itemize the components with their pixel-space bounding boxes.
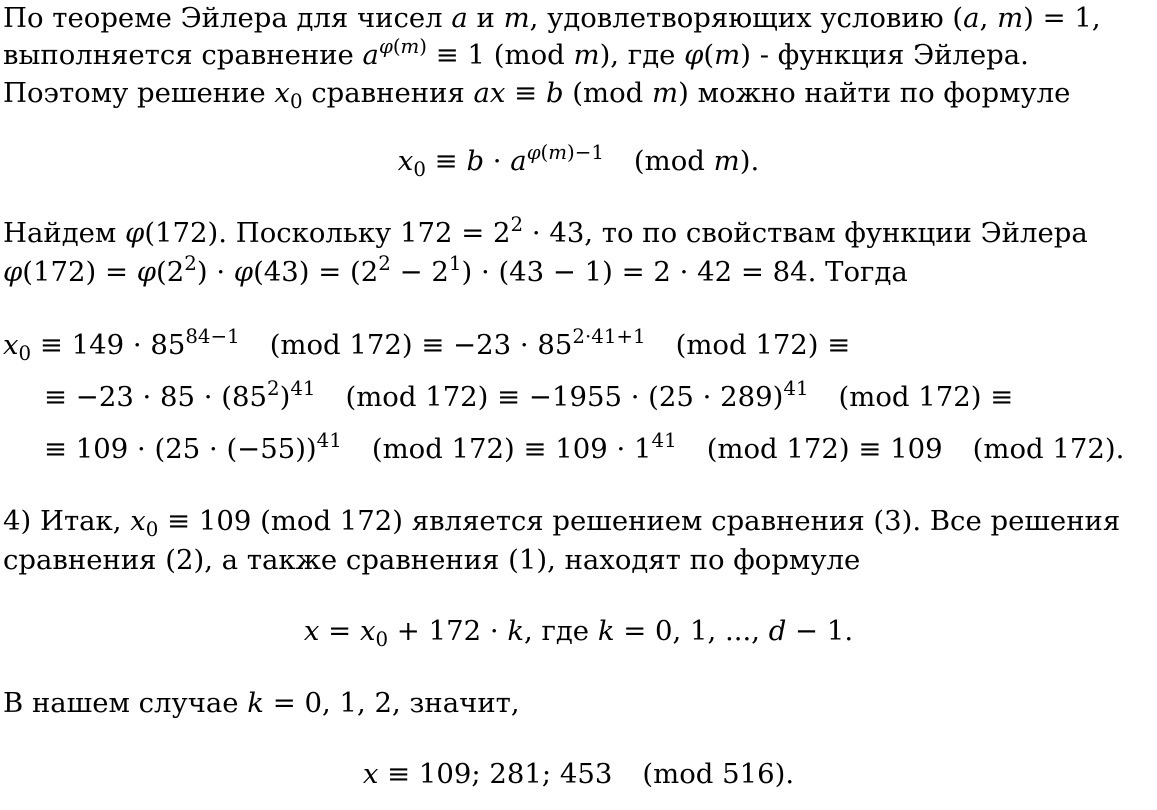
chain-line-2: ≡ $-23 \cdot 85 \cdot (85^2)^{41}$ (mod $172) \equiv -1955 \cdot (25 \cdot 289)^{41}$ (mod 172) ≡ — [44, 377, 1014, 413]
paragraph-2-line-1: Найдем φ(172). Поскольку $172 = 2^2 \cdot 43$, то по свойствам функции Эйлера — [3, 213, 1088, 249]
chain-line-1: $x_0 \equiv 149 \cdot 85^{84-1}$ (mod $172) \equiv -23 \cdot 85^{2\cdot 41+1}$ (mod 172) ≡ — [3, 325, 851, 365]
paragraph-2-line-2: $\varphi(172) = \varphi(2^2) \cdot \varphi(43) = (2^2 - 2^1) \cdot (43 - 1) = 2 \cdot 42 = 84$. Тогда — [3, 252, 908, 288]
final-answer-formula: x ≡ 109; 281; 453 (mod 516). — [362, 758, 795, 790]
chain-line-3: ≡ $109 \cdot (25 \cdot (-55))^{41}$ (mod $172) \equiv 109 \cdot 1^{41}$ (mod 172) ≡ 109 (mod 172). — [44, 429, 1125, 465]
paragraph-3-line-1: 4) Итак, $x_0 \equiv 109$ (mod 172) является решением сравнения (3). Все решения — [3, 505, 1121, 541]
paragraph-1-line-3: Поэтому решение $x_0$ сравнения ax ≡ b (mod m) можно найти по формуле — [3, 77, 1071, 113]
euler-formula: $x_0 \equiv b \cdot a^{\varphi(m)-1}$ (mod m). — [397, 141, 760, 181]
paragraph-1-line-1: По теореме Эйлера для чисел a и m, удовлетворяющих условию (a, m) = 1, — [3, 2, 1101, 34]
general-solution-formula: $x = x_0 + 172 \cdot k$, где k = 0, 1, ..., d − 1. — [303, 615, 854, 651]
paragraph-1-line-2: выполняется сравнение $a^{\varphi(m)} \equiv 1$ (mod m), где φ(m) - функция Эйлера. — [3, 35, 1029, 71]
paragraph-4: В нашем случае k = 0, 1, 2, значит, — [3, 687, 520, 719]
paragraph-3-line-2: сравнения (2), а также сравнения (1), находят по формуле — [3, 544, 861, 576]
